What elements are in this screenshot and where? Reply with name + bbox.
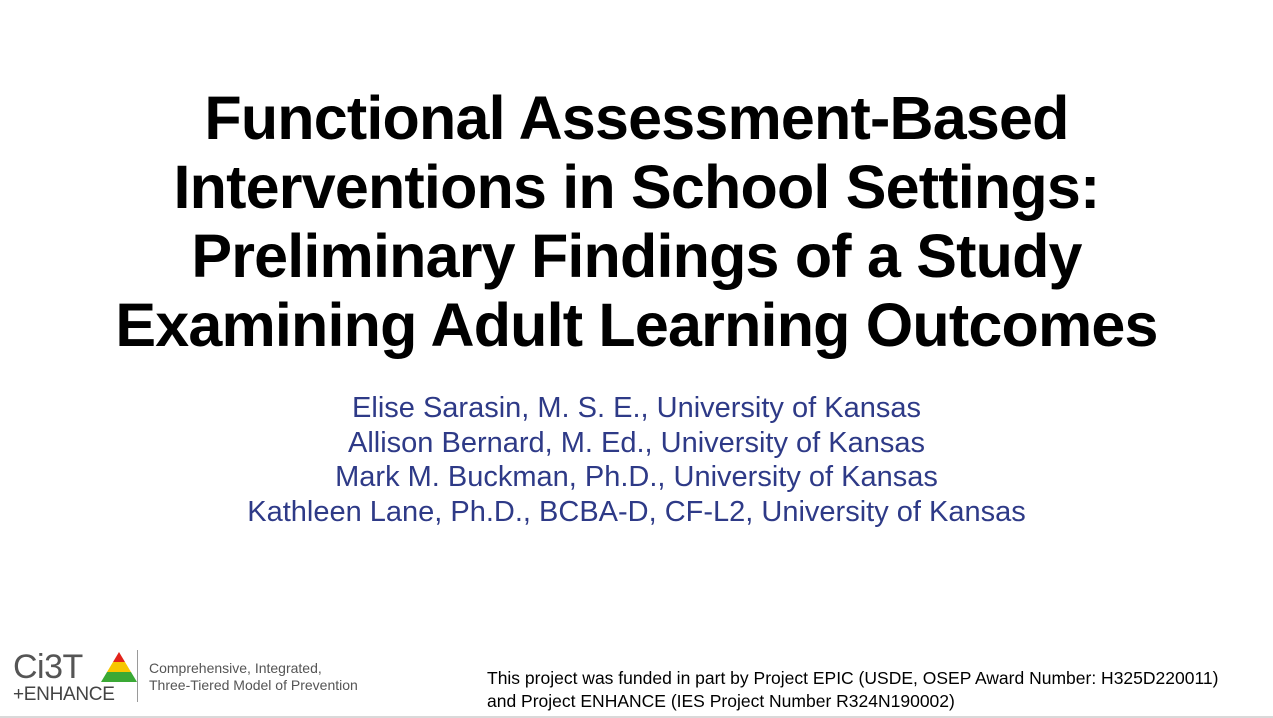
slide-title	[0, 84, 1273, 360]
author-4: Kathleen Lane, Ph.D., BCBA-D, CF-L2, University of Kansas	[247, 495, 1026, 528]
author-1: Elise Sarasin, M. S. E., University of Kansas	[352, 392, 921, 424]
logo-brand-text: Ci3T	[13, 648, 83, 686]
funding-note	[487, 667, 1267, 713]
logo-divider	[137, 650, 138, 702]
logo-tagline	[149, 660, 358, 694]
logo-sub-text: +ENHANCE	[13, 684, 115, 705]
funding-line-2: and Project ENHANCE (IES Project Number R324N190002)	[487, 691, 955, 711]
title-line-3: Preliminary Findings of a Study	[191, 222, 1082, 290]
funding-line-1: This project was funded in part by Project EPIC (USDE, OSEP Award Number: H325D220011)	[487, 668, 1219, 688]
logo-tagline-line-1: Comprehensive, Integrated,	[149, 660, 322, 676]
logo-tagline-line-2: Three-Tiered Model of Prevention	[149, 677, 358, 693]
title-line-4: Examining Adult Learning Outcomes	[115, 291, 1158, 359]
title-line-1: Functional Assessment-Based	[204, 84, 1069, 152]
author-list	[0, 391, 1273, 529]
title-line-2: Interventions in School Settings:	[173, 153, 1100, 221]
author-3: Mark M. Buckman, Ph.D., University of Kansas	[335, 461, 938, 493]
ci3t-logo	[13, 650, 393, 706]
tiered-triangle-icon	[101, 652, 137, 682]
author-2: Allison Bernard, M. Ed., University of Kansas	[347, 426, 925, 459]
